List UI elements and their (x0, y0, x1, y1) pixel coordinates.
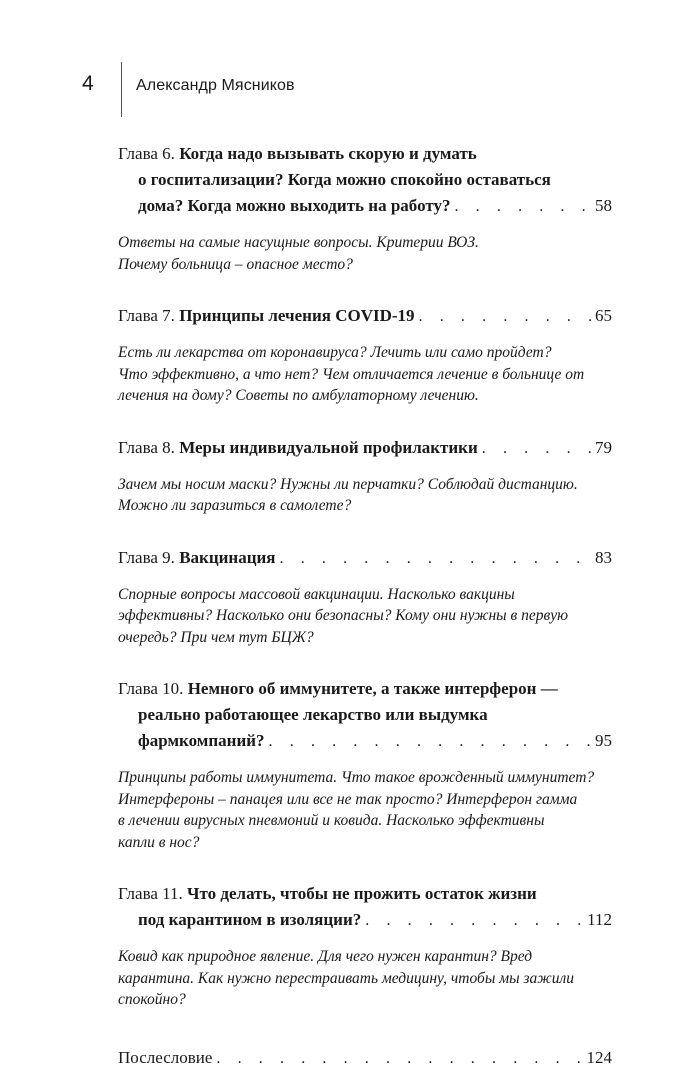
table-of-contents (118, 141, 612, 1072)
toc-entry-line (118, 728, 612, 755)
chapter-number: Глава 11. (118, 884, 183, 903)
chapter-description-line: Что эффективно, а что нет? Чем отличается лечение в больнице от (118, 365, 585, 383)
chapter-number: Глава 9. (118, 547, 175, 567)
chapter-description (118, 474, 612, 517)
chapter-description-line: очередь? При чем тут БЦЖ? (118, 628, 314, 646)
toc-page-number: 95 (595, 731, 612, 750)
leader-dots (482, 436, 591, 462)
toc-entry (118, 141, 612, 275)
toc-entry (118, 881, 612, 1011)
toc-entry-line (118, 435, 612, 462)
running-author: Александр Мясников (136, 77, 295, 94)
chapter-title: Меры индивидуальной профилактики (179, 437, 478, 457)
chapter-title: о госпитализации? Когда можно спокойно оставаться (138, 170, 551, 189)
chapter-description-line: в лечении вирусных пневмоний и ковида. Насколько эффективны (118, 812, 545, 829)
chapter-description (118, 232, 612, 275)
running-header (0, 62, 681, 122)
toc-entry (118, 303, 612, 407)
toc-entry (118, 435, 612, 517)
chapter-description-line: Ответы на самые насущные вопросы. Критерии ВОЗ. (118, 234, 479, 251)
toc-entry-line (118, 545, 612, 572)
toc-entry-line (118, 907, 612, 934)
chapter-description-line: Спорные вопросы массовой вакцинации. Насколько вакцины (118, 585, 515, 603)
page-number: 4 (82, 72, 94, 95)
toc-entry-line (118, 881, 612, 907)
chapter-description (118, 584, 612, 649)
chapter-title: Когда надо вызывать скорую и думать (179, 144, 477, 163)
chapter-description (118, 946, 612, 1011)
toc-entry (118, 1045, 612, 1072)
toc-entry (118, 676, 612, 853)
toc-entry-line (118, 303, 612, 330)
chapter-title: Что делать, чтобы не прожить остаток жизни (187, 884, 537, 903)
chapter-number: Глава 8. (118, 437, 175, 457)
chapter-title: под карантином в изоляции? (138, 910, 362, 929)
leader-dots (280, 546, 592, 572)
toc-entry-line (118, 676, 612, 702)
chapter-title: фармкомпаний? (138, 731, 265, 750)
chapter-description-line: лечения на дому? Советы по амбулаторному лечению. (118, 387, 479, 404)
chapter-title: Вакцинация (179, 547, 276, 567)
chapter-description (118, 342, 612, 407)
leader-dots (419, 304, 591, 330)
chapter-description-line: Принципы работы иммунитета. Что такое врожденный иммунитет? (118, 769, 595, 786)
leader-dots (269, 729, 591, 755)
toc-page-number: 58 (595, 196, 612, 215)
toc-page-number: 124 (586, 1047, 612, 1067)
toc-page-number: 83 (595, 547, 612, 567)
chapter-description-line: капли в нос? (118, 833, 200, 851)
chapter-title: реально работающее лекарство или выдумка (138, 705, 488, 724)
chapter-number: Глава 6. (118, 144, 175, 163)
toc-entry (118, 545, 612, 649)
toc-page-number: 79 (595, 437, 612, 457)
chapter-description-line: Интерфероны – панацея или все не так просто? Интерферон гамма (118, 790, 578, 808)
chapter-description-line: Почему больница – опасное место? (118, 255, 353, 273)
chapter-description-line: карантина. Как нужно перестраивать медицину, чтобы мы зажили (118, 969, 574, 987)
chapter-description-line: эффективны? Насколько они безопасны? Кому они нужны в первую (118, 607, 569, 624)
toc-entry-line (118, 1045, 612, 1072)
leader-dots (365, 908, 583, 934)
chapter-description (118, 767, 612, 853)
leader-dots (216, 1046, 582, 1072)
toc-entry-line (118, 702, 612, 728)
chapter-title: Немного об иммунитете, а также интерферон — (187, 679, 558, 698)
chapter-description-line: спокойно? (118, 991, 186, 1008)
chapter-description-line: Можно ли заразиться в самолете? (118, 497, 352, 514)
chapter-number: Глава 10. (118, 679, 184, 698)
chapter-description-line: Есть ли лекарства от коронавируса? Лечить или само пройдет? (118, 344, 552, 361)
leader-dots (454, 194, 591, 220)
toc-page-number: 65 (595, 306, 612, 325)
chapter-description-line: Ковид как природное явление. Для чего нужен карантин? Вред (118, 948, 533, 965)
header-divider (121, 62, 122, 117)
toc-entry-label: Послесловие (118, 1047, 213, 1067)
chapter-description-line: Зачем мы носим маски? Нужны ли перчатки? Соблюдай дистанцию. (118, 475, 578, 493)
toc-entry-line (118, 193, 612, 220)
chapter-number: Глава 7. (118, 306, 175, 325)
toc-page-number: 112 (587, 910, 612, 929)
chapter-title: дома? Когда можно выходить на работу? (138, 196, 451, 215)
chapter-title: Принципы лечения COVID-19 (179, 306, 415, 325)
toc-entry-line (118, 141, 612, 167)
toc-entry-line (118, 167, 612, 193)
